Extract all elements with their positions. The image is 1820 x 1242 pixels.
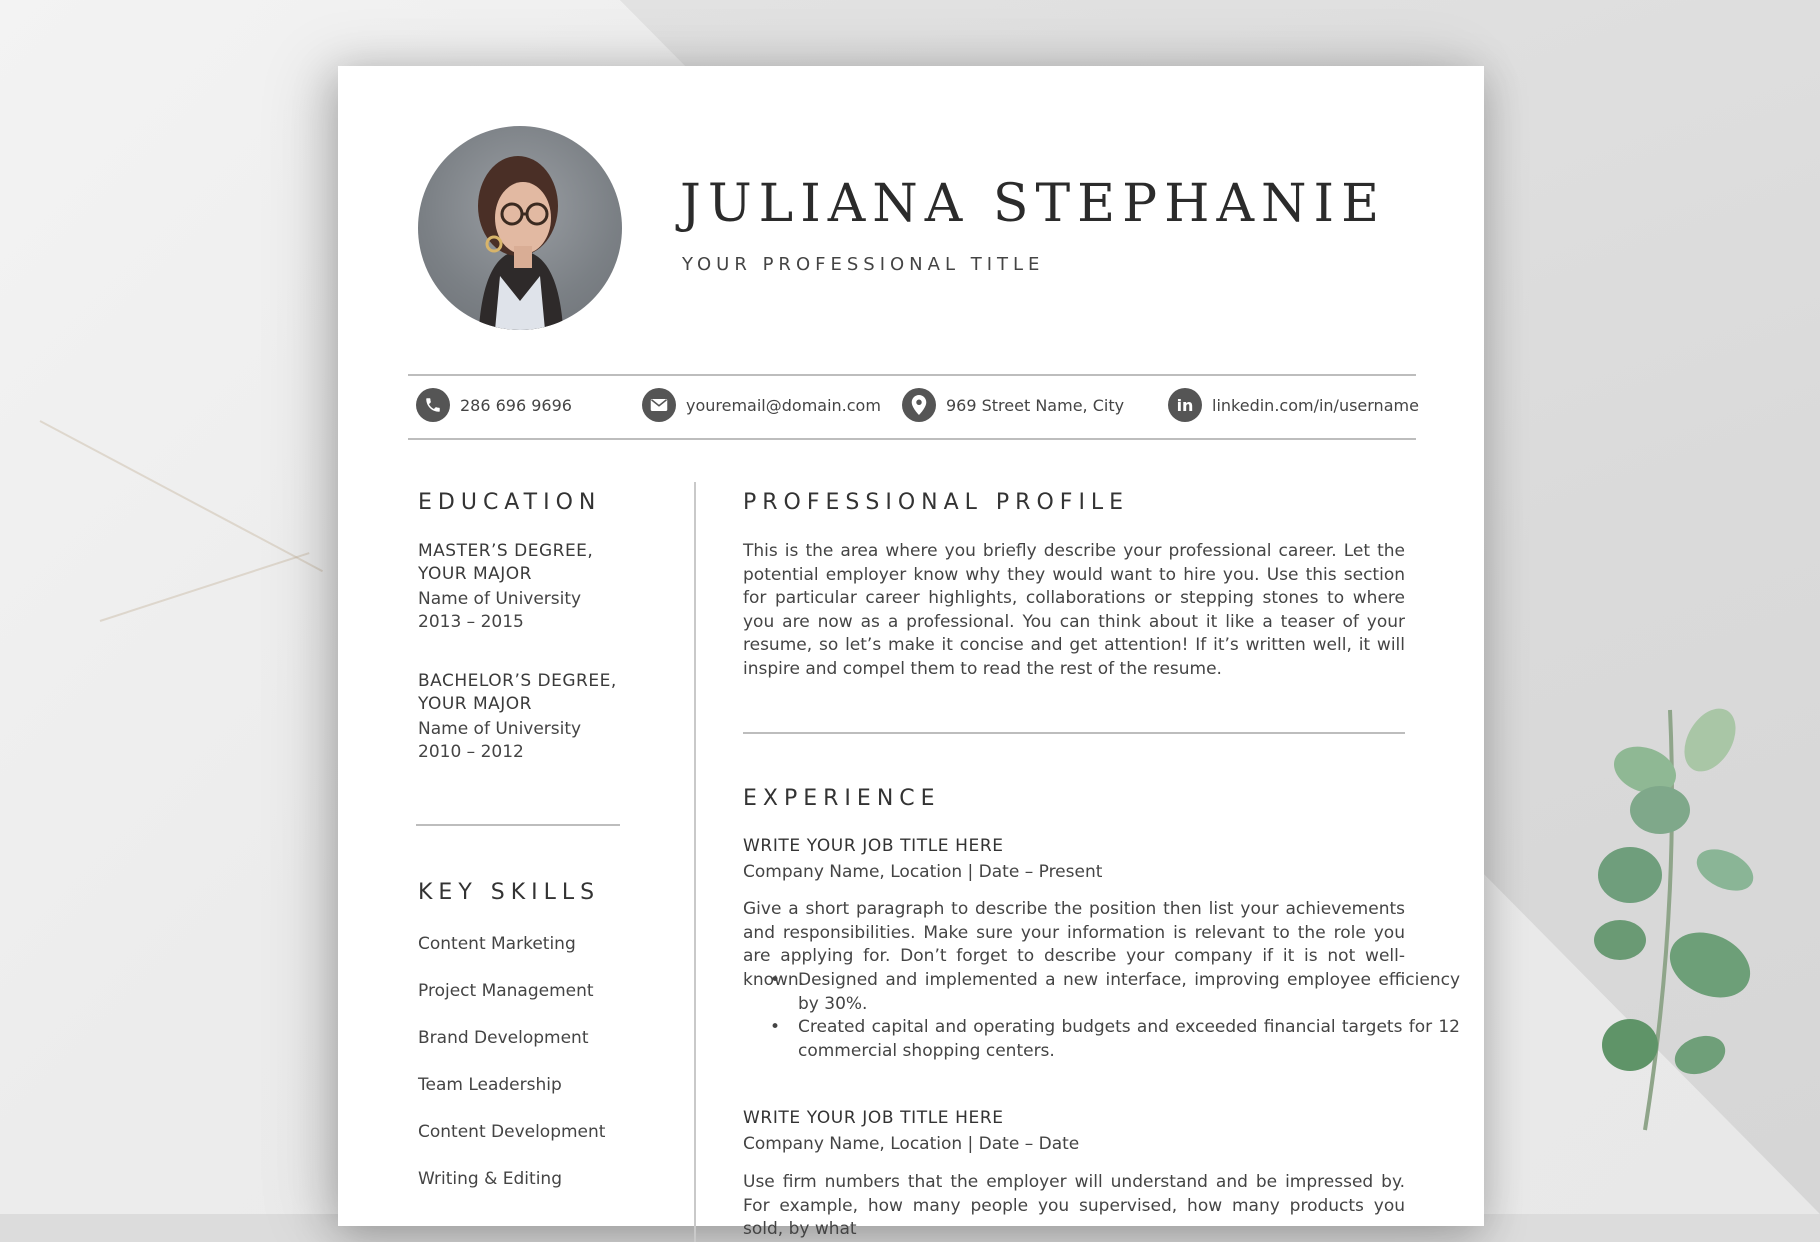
university-name: Name of University (418, 589, 582, 609)
contact-phone (416, 388, 572, 422)
degree-line: BACHELOR’S DEGREE, (418, 671, 617, 691)
job-title: WRITE YOUR JOB TITLE HERE (743, 1108, 1004, 1128)
company-info: Company Name, Location | Date – Present (743, 862, 1103, 882)
education-heading: EDUCATION (418, 490, 602, 515)
skill-item: Project Management (418, 981, 594, 1001)
education-divider (416, 824, 620, 826)
degree-title (418, 540, 593, 586)
street-address: 969 Street Name, City (946, 395, 1125, 415)
skill-item: Writing & Editing (418, 1169, 562, 1189)
university-info (418, 588, 581, 634)
contact-top-divider (408, 374, 1416, 376)
professional-title: YOUR PROFESSIONAL TITLE (682, 254, 1045, 275)
contact-email (642, 388, 881, 422)
skill-item: Brand Development (418, 1028, 589, 1048)
achievement-item: • Designed and implemented a new interface, improving employee efficiency by 30%. (798, 969, 1460, 1016)
achievement-item: • Created capital and operating budgets and exceeded financial targets for 12 commercial shopping centers. (798, 1016, 1460, 1063)
university-info (418, 718, 581, 764)
linkedin-url: linkedin.com/in/username (1212, 395, 1419, 415)
linkedin-glyph: in (1176, 395, 1194, 415)
email-address: youremail@domain.com (686, 395, 881, 415)
university-name: Name of University (418, 719, 582, 739)
degree-title (418, 670, 617, 716)
skill-item: Content Marketing (418, 934, 576, 954)
job-description: Use firm numbers that the employer will understand and be impressed by. For example, how many people you supervised, how many products you sold, by what (743, 1172, 1405, 1239)
contact-linkedin (1168, 388, 1419, 422)
profile-summary: This is the area where you briefly describe your professional career. Let the potential employer know why they would want to hire you. Use this section for particular career highlights, collaborations or stepping stones to where you are now as a professional. You can think about it like a teaser of your resume, so let’s make it concise and get attention! If it’s written well, it will inspire and compel them to read the rest of the resume. (743, 541, 1405, 679)
profile-divider (743, 732, 1405, 734)
education-years: 2010 – 2012 (418, 742, 524, 762)
portrait-illustration (418, 126, 622, 330)
experience-heading: EXPERIENCE (743, 786, 941, 811)
education-years: 2013 – 2015 (418, 612, 524, 632)
skills-heading: KEY SKILLS (418, 880, 601, 905)
major-line: YOUR MAJOR (418, 564, 532, 584)
phone-number: 286 696 9696 (460, 395, 572, 415)
phone-icon (416, 388, 450, 422)
candidate-name: JULIANA STEPHANIE (680, 174, 1387, 234)
major-line: YOUR MAJOR (418, 694, 532, 714)
contact-address (902, 388, 1124, 422)
job-title: WRITE YOUR JOB TITLE HERE (743, 836, 1004, 856)
contact-bottom-divider (408, 438, 1416, 440)
job-description: Give a short paragraph to describe the position then list your achievements and responsibilities. Make sure your information is relevant to the role you are applying for. Don’t forget to describe your company if it is not well-known. (743, 899, 1405, 990)
company-info: Company Name, Location | Date – Date (743, 1134, 1080, 1154)
profile-heading: PROFESSIONAL PROFILE (743, 490, 1130, 515)
resume-page (338, 66, 1484, 1239)
linkedin-icon (1168, 388, 1202, 422)
achievement-list (743, 969, 1460, 1063)
envelope-icon (642, 388, 676, 422)
eucalyptus-plant (1560, 700, 1780, 1140)
skill-item: Content Development (418, 1122, 606, 1142)
map-pin-icon (902, 388, 936, 422)
degree-line: MASTER’S DEGREE, (418, 541, 594, 561)
profile-photo (418, 126, 622, 330)
skill-item: Team Leadership (418, 1075, 562, 1095)
column-divider (694, 482, 696, 1242)
